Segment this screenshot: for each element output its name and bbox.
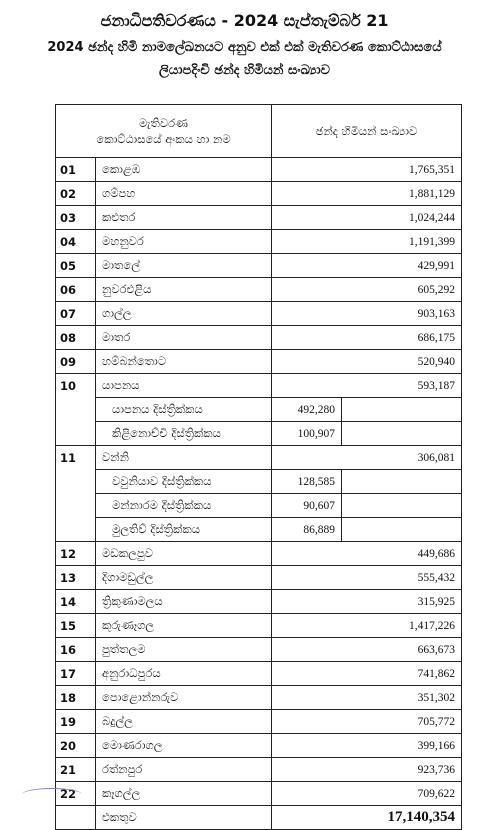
total-row	[56, 806, 462, 830]
division-number: 14	[56, 590, 96, 614]
voter-count: 903,163	[272, 302, 462, 326]
division-name: කෑගල්ල	[96, 782, 272, 806]
voter-count: 605,292	[272, 278, 462, 302]
table-row	[56, 566, 462, 590]
table-row	[56, 350, 462, 374]
division-name: නුවරඑළිය	[96, 278, 272, 302]
table-row	[56, 542, 462, 566]
table-row	[56, 446, 462, 470]
division-number: 08	[56, 326, 96, 350]
division-number: 06	[56, 278, 96, 302]
voter-count: 315,925	[272, 590, 462, 614]
table-row	[56, 278, 462, 302]
blank-cell	[56, 806, 96, 830]
division-number: 09	[56, 350, 96, 374]
division-name: පොළොන්නරුව	[96, 686, 272, 710]
division-name: ගම්පහ	[96, 182, 272, 206]
voter-count: 923,736	[272, 758, 462, 782]
division-number: 04	[56, 230, 96, 254]
column-header-voters: ඡන්ද හිමියන් සංඛ්‍යාව	[272, 105, 462, 158]
division-number: 07	[56, 302, 96, 326]
district-subrow	[56, 518, 462, 542]
table-row	[56, 758, 462, 782]
voter-count: 705,772	[272, 710, 462, 734]
table-row	[56, 326, 462, 350]
division-number: 11	[56, 446, 96, 470]
district-subrow	[56, 398, 462, 422]
division-name: දිගාමඩුල්ල	[96, 566, 272, 590]
blank-cell	[342, 422, 462, 446]
division-number: 15	[56, 614, 96, 638]
voter-count: 709,622	[272, 782, 462, 806]
division-number: 02	[56, 182, 96, 206]
table-row	[56, 158, 462, 182]
division-number: 22	[56, 782, 96, 806]
division-name: ගාල්ල	[96, 302, 272, 326]
voter-count: 1,765,351	[272, 158, 462, 182]
voter-count: 1,881,129	[272, 182, 462, 206]
voter-count: 449,686	[272, 542, 462, 566]
division-name: ත්‍රිකුණාමලය	[96, 590, 272, 614]
division-name: රත්නපුර	[96, 758, 272, 782]
district-name: යාපනය දිස්ත්‍රික්කය	[96, 398, 272, 422]
table-row	[56, 374, 462, 398]
blank-cell	[342, 518, 462, 542]
division-name: මොණරාගල	[96, 734, 272, 758]
column-header-division-line1: මැතිවරණ	[139, 116, 188, 130]
column-header-division-line2: කොට්ඨාසයේ අංකය හා නම	[96, 132, 231, 146]
division-number: 03	[56, 206, 96, 230]
district-subrow	[56, 494, 462, 518]
table-row	[56, 662, 462, 686]
voter-count: 520,940	[272, 350, 462, 374]
division-number: 13	[56, 566, 96, 590]
voter-count: 741,862	[272, 662, 462, 686]
district-count: 86,889	[272, 518, 342, 542]
voter-count: 351,302	[272, 686, 462, 710]
district-subrow	[56, 422, 462, 446]
table-row	[56, 590, 462, 614]
division-number: 05	[56, 254, 96, 278]
division-name: මහනුවර	[96, 230, 272, 254]
division-name: අනුරාධපුරය	[96, 662, 272, 686]
district-count: 492,280	[272, 398, 342, 422]
document-title: ජනාධිපතිවරණය - 2024 සැප්තැම්බර් 21	[100, 11, 389, 30]
division-number: 16	[56, 638, 96, 662]
table-row	[56, 302, 462, 326]
district-name: මුලතිව් දිස්ත්‍රික්කය	[96, 518, 272, 542]
division-number: 18	[56, 686, 96, 710]
blank-cell	[342, 494, 462, 518]
division-name: බදුල්ල	[96, 710, 272, 734]
blank-cell	[56, 422, 96, 446]
division-name: කළුතර	[96, 206, 272, 230]
division-name: මඩකලපුව	[96, 542, 272, 566]
division-name: කුරුණෑගල	[96, 614, 272, 638]
table-row	[56, 614, 462, 638]
blank-cell	[56, 518, 96, 542]
voter-count: 593,187	[272, 374, 462, 398]
table-row	[56, 782, 462, 806]
division-name: හම්බන්තොට	[96, 350, 272, 374]
division-name: වන්නි	[96, 446, 272, 470]
table-row	[56, 206, 462, 230]
division-number: 10	[56, 374, 96, 398]
blank-cell	[56, 398, 96, 422]
voter-count: 429,991	[272, 254, 462, 278]
division-name: කොළඹ	[96, 158, 272, 182]
district-count: 128,585	[272, 470, 342, 494]
table-row	[56, 734, 462, 758]
division-number: 12	[56, 542, 96, 566]
division-number: 19	[56, 710, 96, 734]
document-subtitle-2: ලියාපදිංචි ඡන්ද හිමියන් සංඛ්‍යාව	[159, 63, 330, 78]
blank-cell	[342, 398, 462, 422]
blank-cell	[342, 470, 462, 494]
division-name: මාතර	[96, 326, 272, 350]
voter-count: 1,417,226	[272, 614, 462, 638]
district-count: 100,907	[272, 422, 342, 446]
division-number: 01	[56, 158, 96, 182]
voter-count: 399,166	[272, 734, 462, 758]
blank-cell	[56, 470, 96, 494]
table-row	[56, 254, 462, 278]
total-count: 17,140,354	[272, 806, 462, 830]
blank-cell	[56, 494, 96, 518]
division-name: යාපනය	[96, 374, 272, 398]
voter-count: 555,432	[272, 566, 462, 590]
voter-count: 663,673	[272, 638, 462, 662]
district-count: 90,607	[272, 494, 342, 518]
division-number: 17	[56, 662, 96, 686]
voter-count: 686,175	[272, 326, 462, 350]
district-name: මන්නාරම දිස්ත්‍රික්කය	[96, 494, 272, 518]
table-row	[56, 686, 462, 710]
division-name: මාතලේ	[96, 254, 272, 278]
table-row	[56, 710, 462, 734]
district-name: වවුනියාව දිස්ත්‍රික්කය	[96, 470, 272, 494]
table-row	[56, 638, 462, 662]
voter-count: 1,191,399	[272, 230, 462, 254]
voter-count-table	[55, 104, 462, 830]
table-row	[56, 182, 462, 206]
document-subtitle: 2024 ඡන්ද හිමි නාමලේඛනයට අනුව එක් එක් මැතිවරණ කොට්ඨාසයේ	[47, 40, 442, 55]
total-label: එකතුව	[96, 806, 272, 830]
voter-count: 306,081	[272, 446, 462, 470]
district-name: කිළිනොච්චි දිස්ත්‍රික්කය	[96, 422, 272, 446]
column-header-division	[56, 105, 272, 158]
division-number: 20	[56, 734, 96, 758]
division-number: 21	[56, 758, 96, 782]
table-row	[56, 230, 462, 254]
district-subrow	[56, 470, 462, 494]
voter-count: 1,024,244	[272, 206, 462, 230]
ink-scribble	[22, 788, 82, 801]
division-name: පුත්තලම	[96, 638, 272, 662]
table-header-row	[56, 105, 462, 158]
